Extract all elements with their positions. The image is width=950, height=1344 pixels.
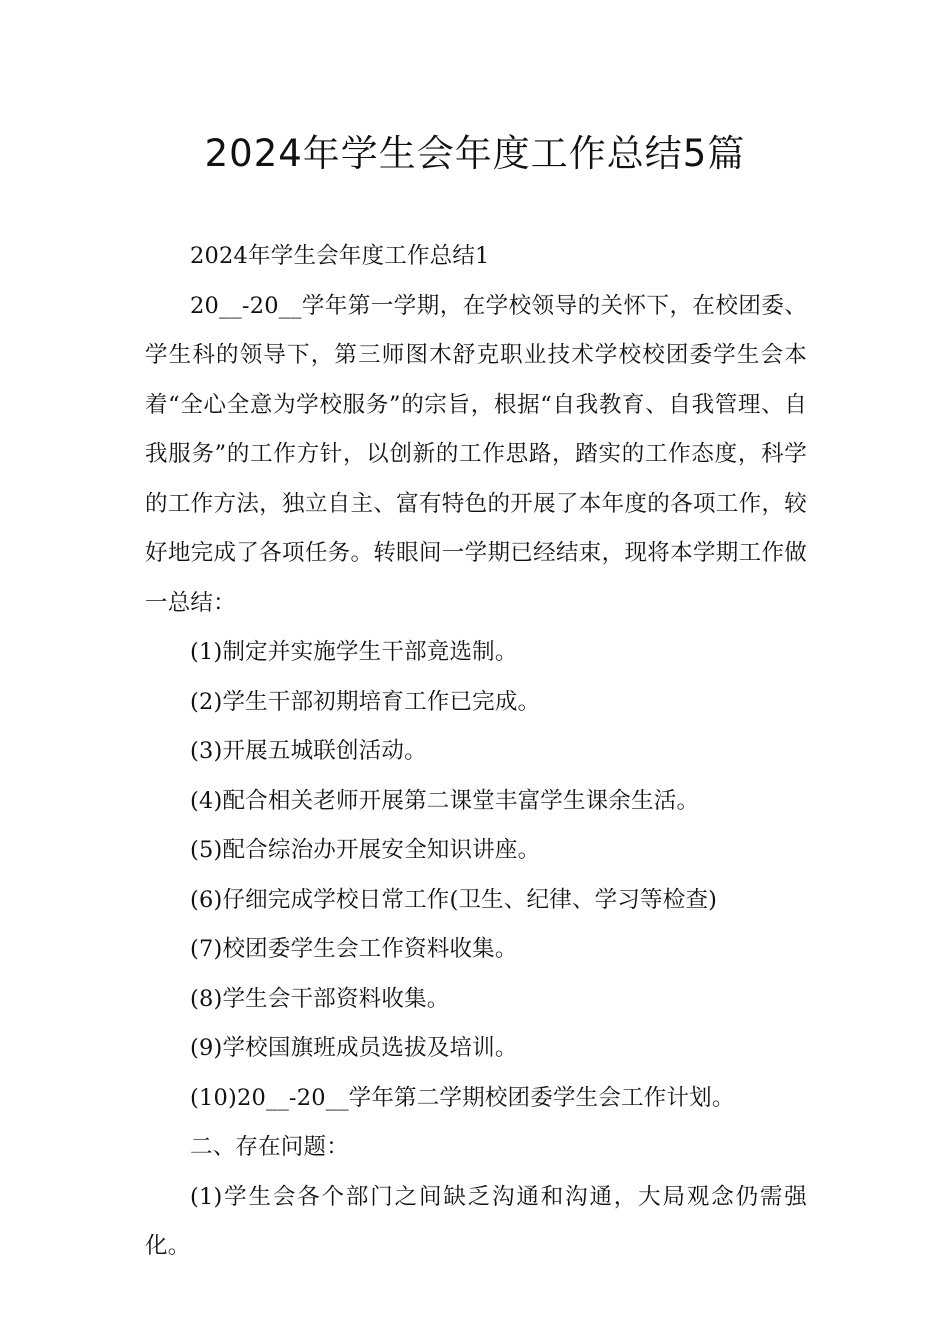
document-body xyxy=(145,232,807,1272)
document-title: 2024年学生会年度工作总结5篇 xyxy=(204,132,746,175)
work-item: (9)学校国旗班成员选拔及培训。 xyxy=(190,1035,518,1061)
problem-item: (1)学生会各个部门之间缺乏沟通和沟通，大局观念仍需强化。 xyxy=(145,1183,807,1259)
work-item: (8)学生会干部资料收集。 xyxy=(190,985,450,1012)
work-item: (2)学生干部初期培育工作已完成。 xyxy=(190,688,541,715)
work-item: (7)校团委学生会工作资料收集。 xyxy=(190,936,518,962)
work-item: (10)20__-20__学年第二学期校团委学生会工作计划。 xyxy=(190,1084,735,1111)
work-item: (1)制定并实施学生干部竟选制。 xyxy=(190,639,518,665)
intro-paragraph: 20__-20__学年第一学期，在学校领导的关怀下，在校团委、学生科的领导下，第三师图木舒克职业技术学校校团委学生会本着“全心全意为学校服务”的宗旨，根据“自我教育、自我管理、自我服务”的工作方针，以创新的工作思路，踏实的工作态度，科学的工作方法，独立自主、富有特色的开展了本年度的各项工作，较好地完成了各项任务。转眼间一学期已经结束，现将本学期工作做一总结： xyxy=(145,292,807,616)
work-item: (5)配合综治办开展安全知识讲座。 xyxy=(190,837,541,863)
section-heading: 2024年学生会年度工作总结1 xyxy=(190,243,490,269)
problems-heading: 二、存在问题： xyxy=(190,1134,349,1160)
work-item: (3)开展五城联创活动。 xyxy=(190,738,427,764)
work-item: (6)仔细完成学校日常工作(卫生、纪律、学习等检查) xyxy=(190,886,718,913)
work-item: (4)配合相关老师开展第二课堂丰富学生课余生活。 xyxy=(190,787,700,814)
